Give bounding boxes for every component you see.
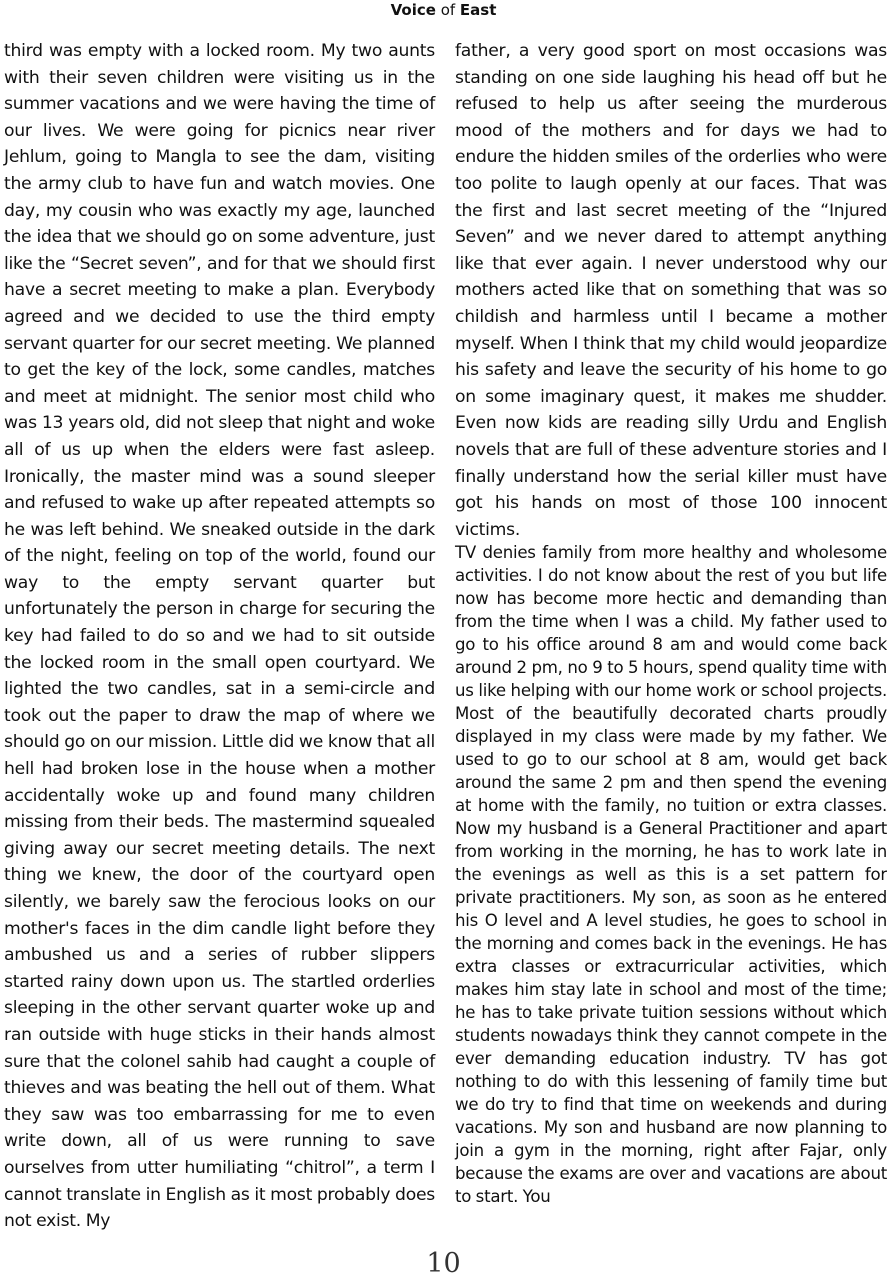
article-right-column-bottom: [455, 541, 887, 1208]
article-right-column-top: [455, 38, 887, 543]
masthead-title-of: of: [435, 1, 460, 19]
masthead-title-east: East: [459, 1, 497, 19]
masthead: [0, 0, 887, 22]
right-column-bottom-text: TV denies family from more healthy and wholesome activities. I do not know about the rest of you but life now has become more hectic and demanding than from the time when I was a child. My father used to go to his office around 8 am and would come back around 2 pm, no 9 to 5 hours, spend quality time with us like helping with our home work or school projects. Most of the beautifully decorated charts proudly displayed in my class were made by my father. We used to go to our school at 8 am, would get back around the same 2 pm and then spend the evening at home with the family, no tuition or extra classes. Now my husband is a General Practitioner and apart from working in the morning, he has to work late in the evenings as well as this is a set pattern for private practitioners. My son, as soon as he entered his O level and A level studies, he goes to school in the morning and comes back in the evenings. He has extra classes or extracurricular activities, which makes him stay late in school and most of the time; he has to take private tuition sessions without which students nowadays think they cannot compete in the ever demanding education industry. TV has got nothing to do with this lessening of family time but we do try to find that time on weekends and during vacations. My son and husband are now planning to join a gym in the morning, right after Fajar, only because the exams are over and vacations are about to start. You: [455, 543, 887, 1206]
page-number: 10: [426, 1248, 461, 1279]
right-column-top-text: father, a very good sport on most occasions was standing on one side laughing his head off but he refused to help us after seeing the murderous mood of the mothers and for days we had to endure the hidden smiles of the orderlies who were too polite to laugh openly at our faces. That was the first and last secret meeting of the “Injured Seven” and we never dared to attempt anything like that ever again. I never understood why our mothers acted like that on something that was so childish and harmless until I became a mother myself. When I think that my child would jeopardize his safety and leave the security of his home to go on some imaginary quest, it makes me shudder. Even now kids are reading silly Urdu and English novels that are full of these adventure stories and I finally understand how the serial killer must have got his hands on most of those 100 innocent victims.: [455, 41, 887, 540]
article-left-column: [4, 38, 435, 1235]
masthead-title-voice: Voice: [390, 1, 436, 19]
left-column-text: third was empty with a locked room. My two aunts with their seven children were visiting us in the summer vacations and we were having the time of our lives. We were going for picnics near river Jehlum, going to Mangla to see the dam, visiting the army club to have fun and watch movies. One day, my cousin who was exactly my age, launched the idea that we should go on some adventure, just like the “Secret seven”, and for that we should first have a secret meeting to make a plan. Everybody agreed and we decided to use the third empty servant quarter for our secret meeting. We planned to get the key of the lock, some candles, matches and meet at midnight. The senior most child who was 13 years old, did not sleep that night and woke all of us up when the elders were fast asleep. Ironically, the master mind was a sound sleeper and refused to wake up after repeated attempts so he was left behind. We sneaked outside in the dark of the night, feeling on top of the world, found our way to the empty servant quarter but unfortunately the person in charge for securing the key had failed to do so and we had to sit outside the locked room in the small open courtyard. We lighted the two candles, sat in a semi-circle and took out the paper to draw the map of where we should go on our mission. Little did we know that all hell had broken lose in the house when a mother accidentally woke up and found many children missing from their beds. The mastermind squealed giving away our secret meeting details. The next thing we knew, the door of the courtyard open silently, we barely saw the ferocious looks on our mother's faces in the dim candle light before they ambushed us and a series of rubber slippers started rainy down upon us. The startled orderlies sleeping in the other servant quarter woke up and ran outside with huge sticks in their hands almost sure that the colonel sahib had caught a couple of thieves and was beating the hell out of them. What they saw was too embarrassing for me to even write down, all of us were running to save ourselves from utter humiliating “chitrol”, a term I cannot translate in English as it most probably does not exist. My: [4, 41, 435, 1232]
